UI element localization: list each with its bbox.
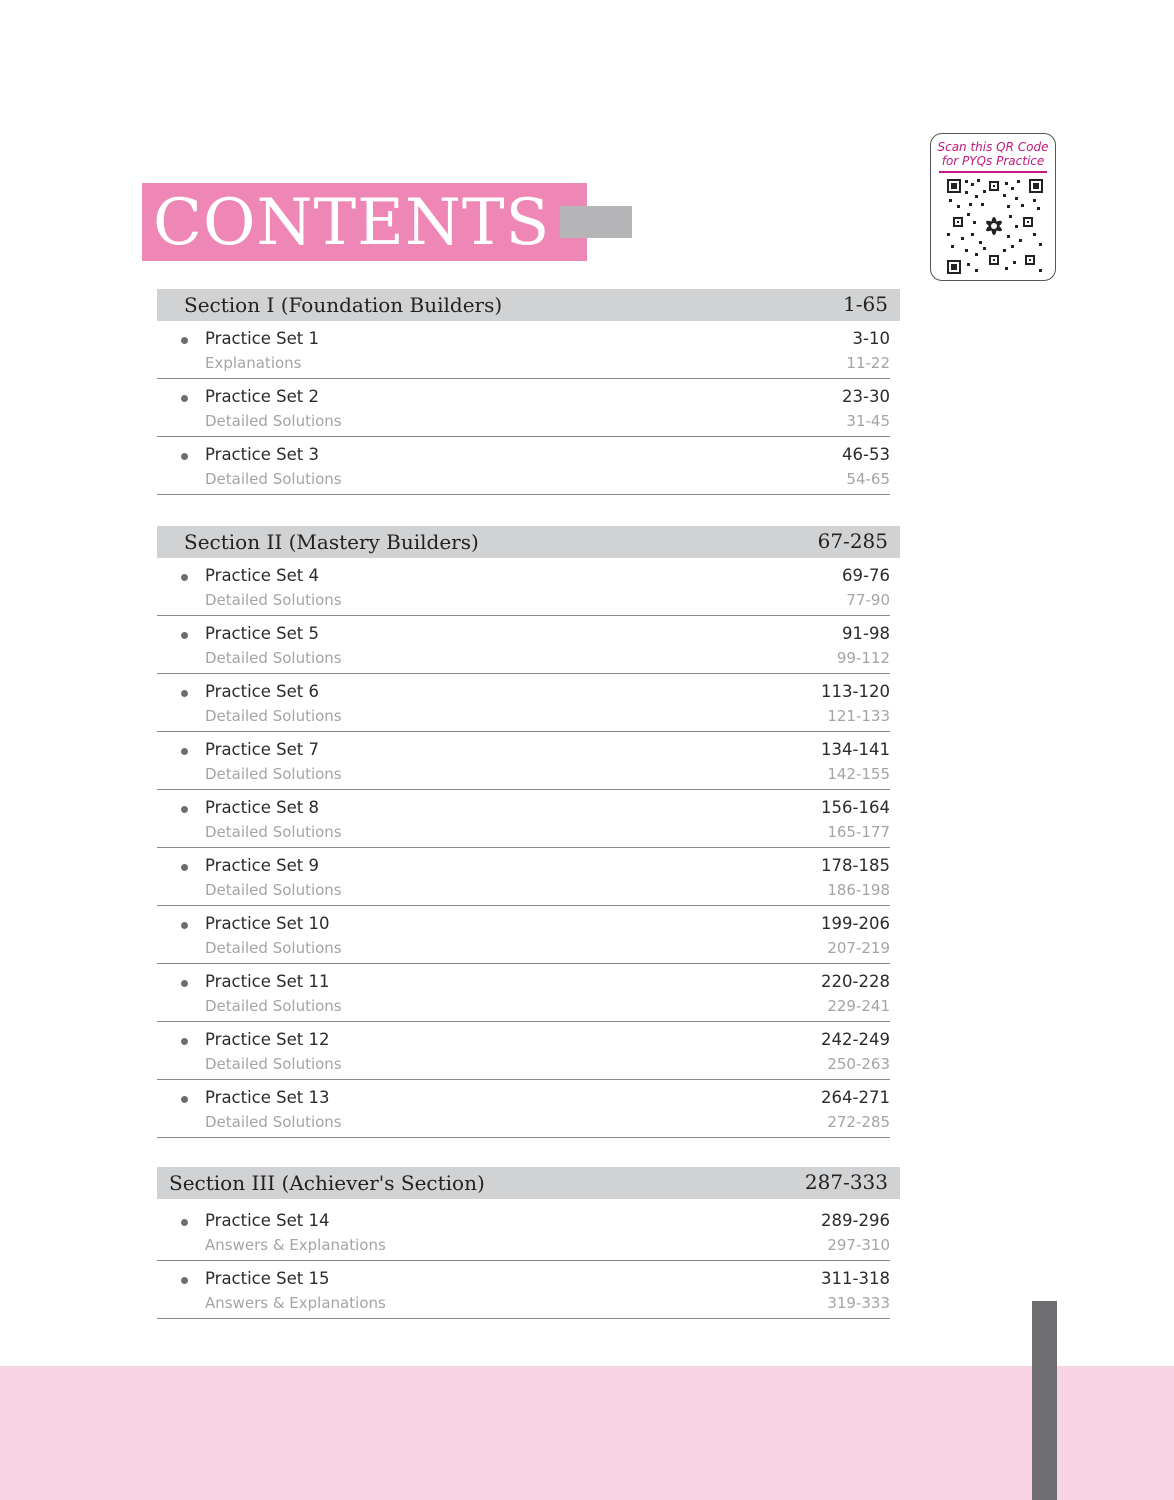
entry-subtitle: Detailed Solutions [205,997,342,1015]
entry-subtitle: Detailed Solutions [205,591,342,609]
entry-subtitle: Explanations [205,354,302,372]
entry-title: Practice Set 1 [205,329,319,348]
page-title: CONTENTS [153,186,551,260]
toc-entry[interactable] [157,790,890,848]
entry-subpages: 11-22 [846,354,890,372]
entry-title: Practice Set 7 [205,740,319,759]
entry-title: Practice Set 8 [205,798,319,817]
entry-subpages: 77-90 [846,591,890,609]
entry-pages: 113-120 [821,682,890,701]
bullet-icon [181,1096,188,1103]
entry-subpages: 142-155 [827,765,890,783]
bullet-icon [181,453,188,460]
qr-card[interactable] [930,133,1056,281]
entry-pages: 23-30 [842,387,890,406]
entry-subpages: 297-310 [827,1236,890,1254]
bullet-icon [181,337,188,344]
section-title: Section I (Foundation Builders) [184,293,503,317]
entry-title: Practice Set 5 [205,624,319,643]
entry-title: Practice Set 10 [205,914,330,933]
entry-subtitle: Answers & Explanations [205,1294,386,1312]
entry-title: Practice Set 11 [205,972,330,991]
entry-subtitle: Detailed Solutions [205,412,342,430]
entry-subpages: 121-133 [827,707,890,725]
entry-title: Practice Set 6 [205,682,319,701]
section-title: Section II (Mastery Builders) [184,530,479,554]
bullet-icon [181,980,188,987]
entry-pages: 46-53 [842,445,890,464]
bullet-icon [181,1038,188,1045]
entry-title: Practice Set 4 [205,566,319,585]
entry-pages: 289-296 [821,1211,890,1230]
bullet-icon [181,864,188,871]
entry-subtitle: Detailed Solutions [205,939,342,957]
entry-subtitle: Detailed Solutions [205,1113,342,1131]
toc-entry[interactable] [157,321,890,379]
qr-caption [931,140,1055,168]
section-1 [157,289,900,495]
toc-entry[interactable] [157,1022,890,1080]
entry-subpages: 229-241 [827,997,890,1015]
side-tab-bar [1032,1301,1057,1500]
toc-entry[interactable] [157,1261,890,1319]
entry-title: Practice Set 9 [205,856,319,875]
toc-entry[interactable] [157,906,890,964]
toc-entry[interactable] [157,616,890,674]
qr-caption-line1: Scan this QR Code [937,140,1049,154]
entry-pages: 3-10 [852,329,890,348]
toc-entry[interactable] [157,964,890,1022]
entry-pages: 69-76 [842,566,890,585]
entry-subtitle: Detailed Solutions [205,823,342,841]
bullet-icon [181,922,188,929]
section-header[interactable] [157,1167,900,1199]
section-3 [157,1167,900,1319]
entry-subpages: 186-198 [827,881,890,899]
section-pages: 287-333 [804,1170,888,1194]
section-pages: 67-285 [817,529,888,553]
entry-title: Practice Set 12 [205,1030,330,1049]
toc-entry[interactable] [157,1203,890,1261]
entry-title: Practice Set 3 [205,445,319,464]
entry-subpages: 207-219 [827,939,890,957]
toc-entry[interactable] [157,674,890,732]
entry-pages: 311-318 [821,1269,890,1288]
table-of-contents [157,289,900,1319]
entry-pages: 134-141 [821,740,890,759]
toc-entry[interactable] [157,848,890,906]
section-header[interactable] [157,289,900,321]
entry-pages: 156-164 [821,798,890,817]
entry-pages: 220-228 [821,972,890,991]
qr-divider [939,171,1047,173]
bullet-icon [181,632,188,639]
title-accent-bar [560,206,632,238]
toc-entry[interactable] [157,1080,890,1138]
entry-subpages: 319-333 [827,1294,890,1312]
bullet-icon [181,806,188,813]
entry-pages: 91-98 [842,624,890,643]
entry-subtitle: Detailed Solutions [205,470,342,488]
toc-entry[interactable] [157,379,890,437]
bullet-icon [181,1277,188,1284]
entry-subpages: 272-285 [827,1113,890,1131]
entry-title: Practice Set 2 [205,387,319,406]
footer-band [0,1366,1174,1500]
entry-subpages: 31-45 [846,412,890,430]
toc-entry[interactable] [157,558,890,616]
bullet-icon [181,574,188,581]
entry-pages: 242-249 [821,1030,890,1049]
qr-caption-line2: for PYQs Practice [941,154,1045,168]
entry-title: Practice Set 15 [205,1269,330,1288]
entry-title: Practice Set 13 [205,1088,330,1107]
entry-pages: 199-206 [821,914,890,933]
entry-pages: 178-185 [821,856,890,875]
entry-pages: 264-271 [821,1088,890,1107]
entry-subpages: 165-177 [827,823,890,841]
section-2 [157,526,900,1138]
entry-subtitle: Detailed Solutions [205,707,342,725]
entry-subtitle: Answers & Explanations [205,1236,386,1254]
toc-entry[interactable] [157,732,890,790]
entry-subpages: 250-263 [827,1055,890,1073]
bullet-icon [181,395,188,402]
bullet-icon [181,1219,188,1226]
qr-code-icon[interactable] [945,177,1043,275]
entry-subpages: 54-65 [846,470,890,488]
entry-subtitle: Detailed Solutions [205,649,342,667]
toc-entry[interactable] [157,437,890,495]
entry-subtitle: Detailed Solutions [205,881,342,899]
section-header[interactable] [157,526,900,558]
entry-subtitle: Detailed Solutions [205,1055,342,1073]
entry-subtitle: Detailed Solutions [205,765,342,783]
section-title: Section III (Achiever's Section) [169,1171,485,1195]
entry-subpages: 99-112 [836,649,890,667]
section-pages: 1-65 [843,292,888,316]
entry-title: Practice Set 14 [205,1211,330,1230]
bullet-icon [181,748,188,755]
bullet-icon [181,690,188,697]
